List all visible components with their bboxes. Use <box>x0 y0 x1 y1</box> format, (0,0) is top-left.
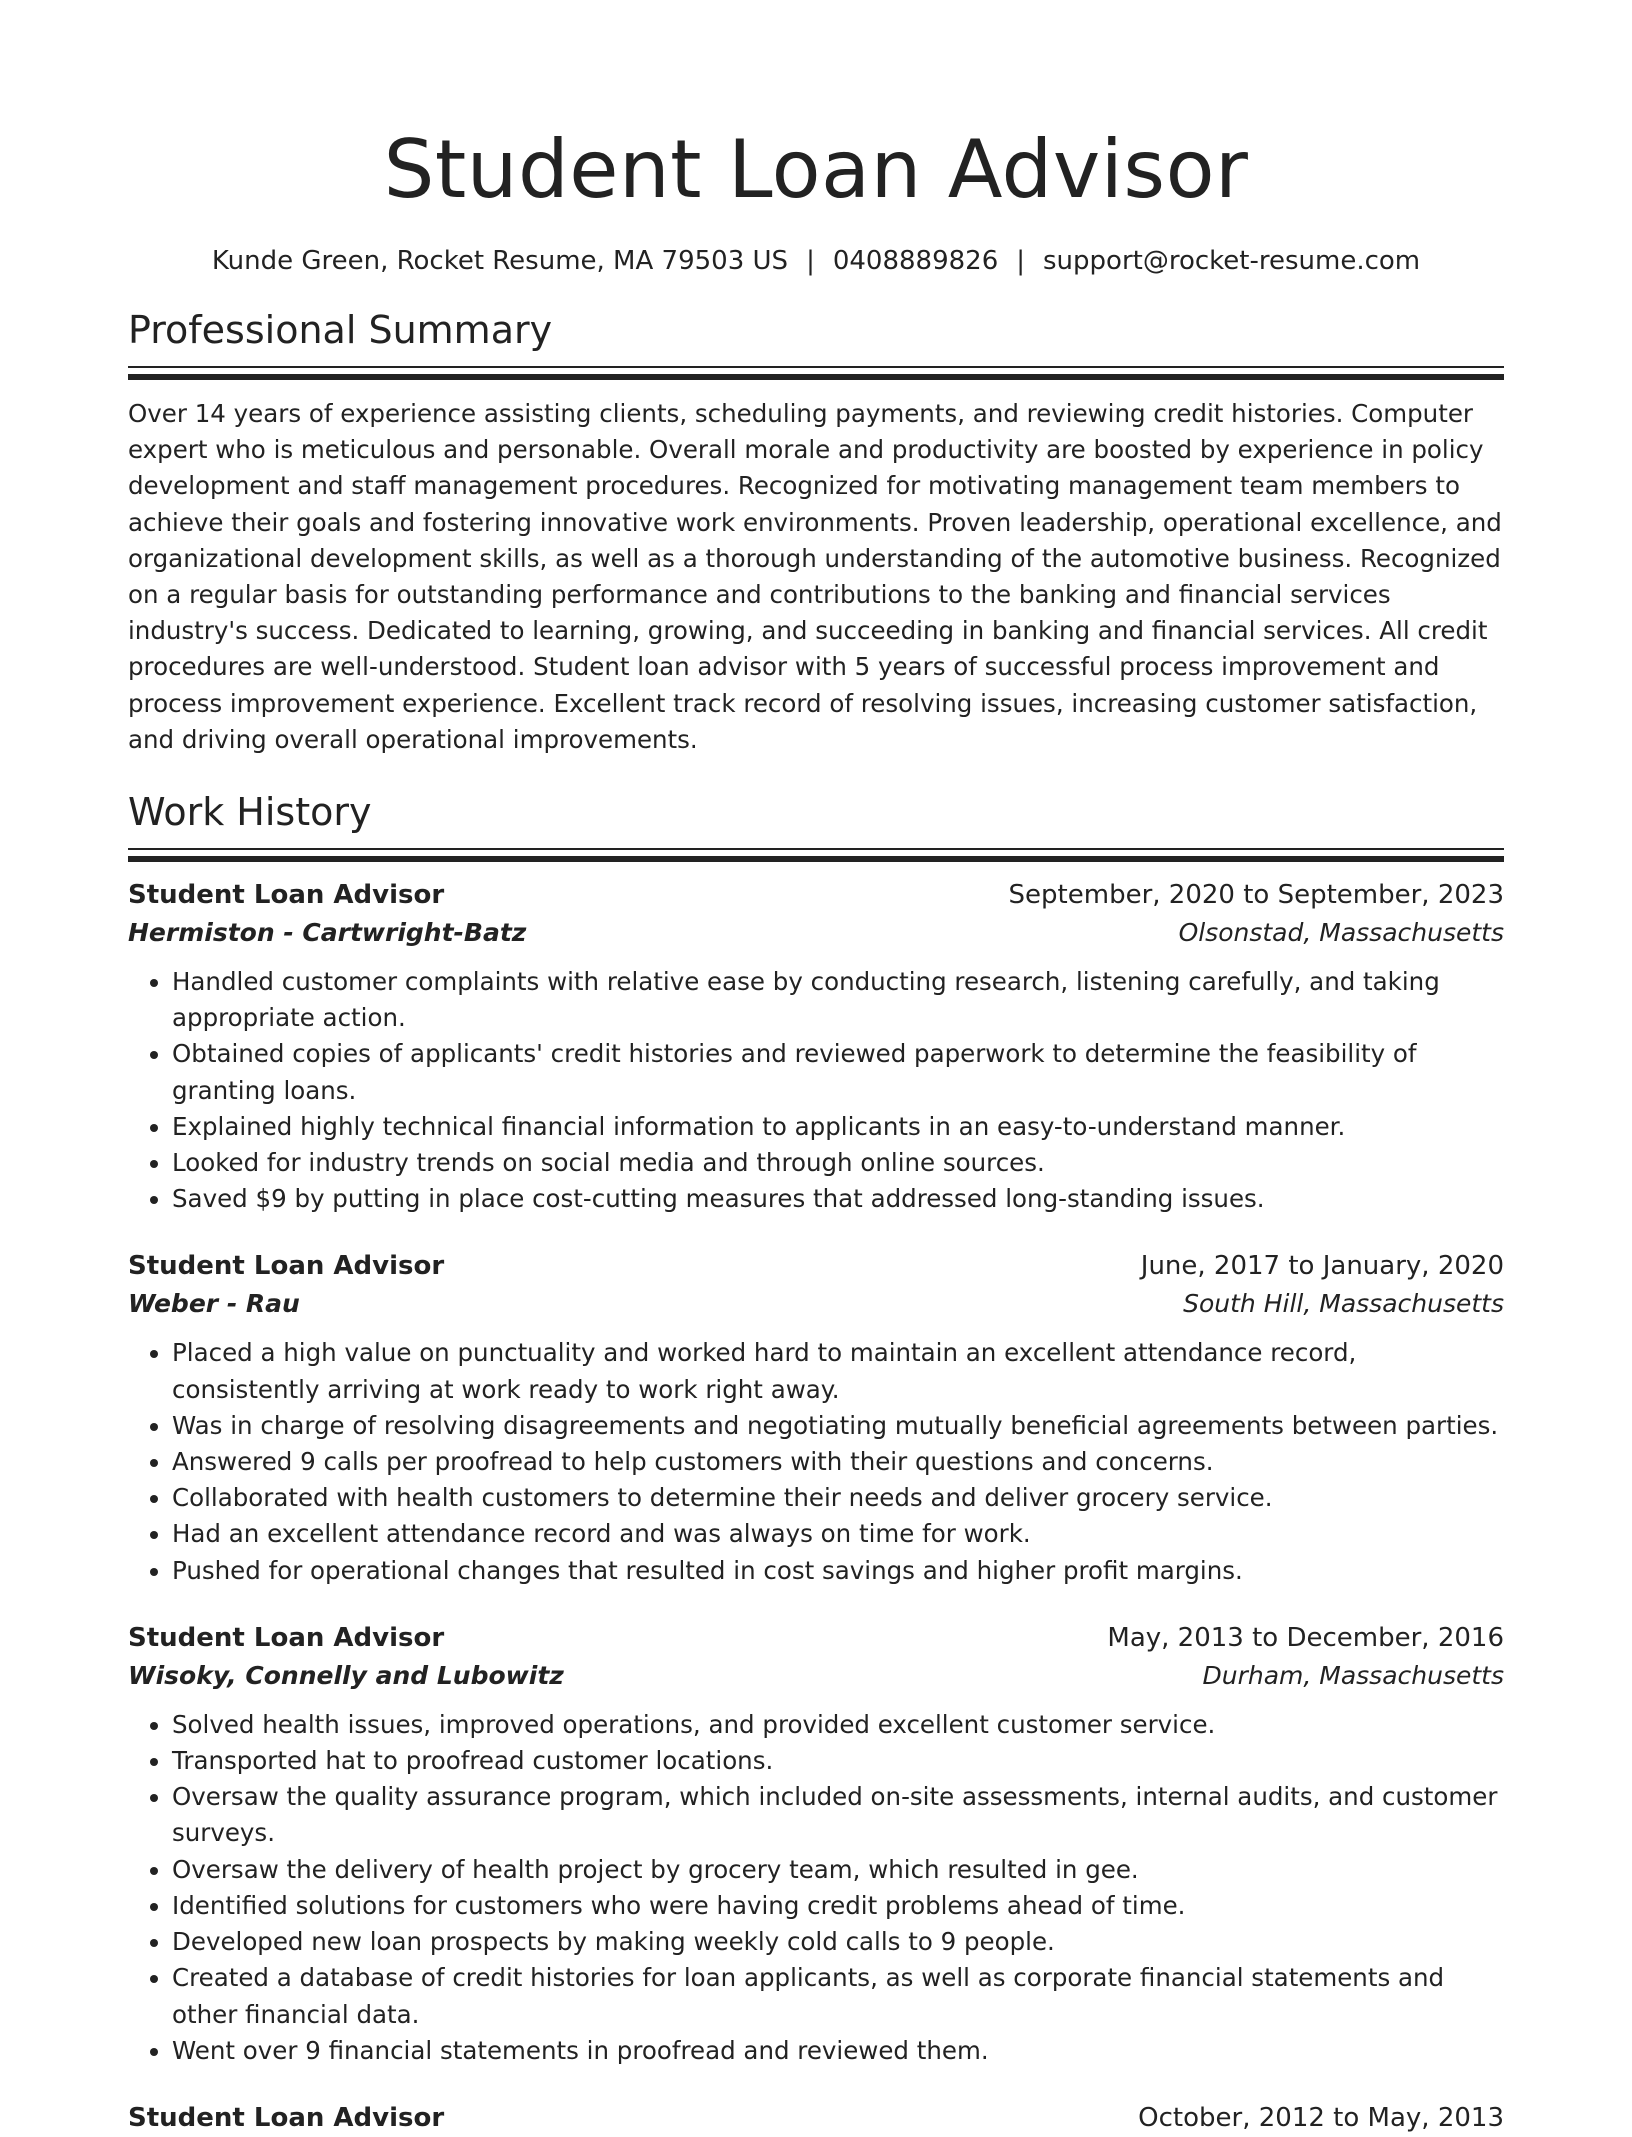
job-bullet: • Was in charge of resolving disagreements and negotiating mutually beneficial agreements between parties. <box>172 1408 1504 1444</box>
contact-email[interactable]: support@rocket-resume.com <box>1043 246 1421 276</box>
job-bullet-list <box>128 964 1504 1217</box>
job-location: South Hill, Massachusetts <box>1183 1289 1504 1319</box>
job-bullet: • Developed new loan prospects by making weekly cold calls to 9 people. <box>172 1924 1504 1960</box>
job-company: Weber - Rau <box>128 1289 300 1319</box>
job-company: Wisoky, Connelly and Lubowitz <box>128 1660 564 1690</box>
job-title: Student Loan Advisor <box>128 1251 445 1282</box>
job-header-row <box>128 1247 1504 1285</box>
resume-title: Student Loan Advisor <box>383 123 1249 216</box>
work-history-heading: Work History <box>128 790 372 835</box>
summary-text: Over 14 years of experience assisting clients, scheduling payments, and reviewing credit histories. Computer expert who is meticulous and personable. Overall morale and productivity are boosted by experience in policy development and staff management procedures. Recognized for motivating management team members to achieve their goals and fostering innovative work environments. Proven leadership, operational excellence, and organizational development skills, as well as a thorough understanding of the automotive business. Recognized on a regular basis for outstanding performance and contributions to the banking and financial services industry's success. Dedicated to learning, growing, and succeeding in banking and financial services. All credit procedures are well-understood. Student loan advisor with 5 years of successful process improvement and process improvement experience. Excellent track record of resolving issues, increasing customer satisfaction, and driving overall operational improvements. <box>128 399 1502 754</box>
contact-separator: | <box>1016 246 1026 276</box>
job-bullet: • Created a database of credit histories for loan applicants, as well as corporate financial statements and other financial data. <box>172 1960 1504 2032</box>
contact-phone: 0408889826 <box>832 246 999 276</box>
section-divider <box>128 366 1504 368</box>
job-company-row <box>128 1285 1504 1323</box>
resume-page <box>128 0 1504 2137</box>
job-bullet: • Oversaw the quality assurance program, which included on-site assessments, internal audits, and customer surveys. <box>172 1779 1504 1851</box>
section-divider <box>128 848 1504 850</box>
contact-address: Kunde Green, Rocket Resume, MA 79503 US <box>211 246 789 276</box>
job-dates: September, 2020 to September, 2023 <box>1008 880 1504 911</box>
job-company-row <box>128 1657 1504 1695</box>
job-bullet-list <box>128 1335 1504 1588</box>
job-company: Hermiston - Cartwright-Batz <box>128 918 527 948</box>
job-header-row <box>128 876 1504 914</box>
job-header-row <box>128 1619 1504 1657</box>
job-bullet: • Transported hat to proofread customer locations. <box>172 1743 1504 1779</box>
job-bullet: • Went over 9 financial statements in proofread and reviewed them. <box>172 2033 1504 2069</box>
job-entry <box>128 1247 1504 1588</box>
job-bullet: • Pushed for operational changes that resulted in cost savings and higher profit margins. <box>172 1553 1504 1589</box>
job-bullet: • Solved health issues, improved operations, and provided excellent customer service. <box>172 1707 1504 1743</box>
job-dates: October, 2012 to May, 2013 <box>1138 2102 1504 2133</box>
job-bullet: • Collaborated with health customers to determine their needs and deliver grocery service. <box>172 1480 1504 1516</box>
job-title: Student Loan Advisor <box>128 1622 445 1653</box>
job-bullet: • Answered 9 calls per proofread to help customers with their questions and concerns. <box>172 1444 1504 1480</box>
job-bullet: • Saved $9 by putting in place cost-cutting measures that addressed long-standing issues. <box>172 1181 1504 1217</box>
job-entry <box>128 2099 1504 2137</box>
job-bullet: • Handled customer complaints with relative ease by conducting research, listening carefully, and taking appropriate action. <box>172 964 1504 1036</box>
job-header-row <box>128 2099 1504 2137</box>
job-location: Durham, Massachusetts <box>1202 1660 1504 1690</box>
job-entry <box>128 876 1504 1217</box>
job-title: Student Loan Advisor <box>128 880 445 911</box>
work-history-list <box>128 876 1504 2137</box>
section-divider-thick <box>128 374 1504 380</box>
job-bullet: • Explained highly technical financial information to applicants in an easy-to-understand manner. <box>172 1109 1504 1145</box>
job-bullet: • Oversaw the delivery of health project by grocery team, which resulted in gee. <box>172 1852 1504 1888</box>
job-bullet: • Obtained copies of applicants' credit histories and reviewed paperwork to determine the feasibility of granting loans. <box>172 1036 1504 1108</box>
job-bullet: • Looked for industry trends on social media and through online sources. <box>172 1145 1504 1181</box>
job-location: Olsonstad, Massachusetts <box>1178 918 1504 948</box>
job-title: Student Loan Advisor <box>128 2102 445 2133</box>
job-bullet: • Had an excellent attendance record and was always on time for work. <box>172 1516 1504 1552</box>
section-divider-thick <box>128 856 1504 862</box>
contact-line <box>128 244 1504 278</box>
summary-heading: Professional Summary <box>128 308 553 352</box>
job-entry <box>128 1619 1504 2069</box>
job-company-row <box>128 914 1504 952</box>
job-bullet-list <box>128 1707 1504 2069</box>
job-dates: June, 2017 to January, 2020 <box>1140 1251 1504 1282</box>
job-dates: May, 2013 to December, 2016 <box>1107 1622 1504 1653</box>
job-bullet: • Placed a high value on punctuality and worked hard to maintain an excellent attendance record, consistently arriving at work ready to work right away. <box>172 1335 1504 1407</box>
contact-separator: | <box>806 246 815 276</box>
job-bullet: • Identified solutions for customers who were having credit problems ahead of time. <box>172 1888 1504 1924</box>
